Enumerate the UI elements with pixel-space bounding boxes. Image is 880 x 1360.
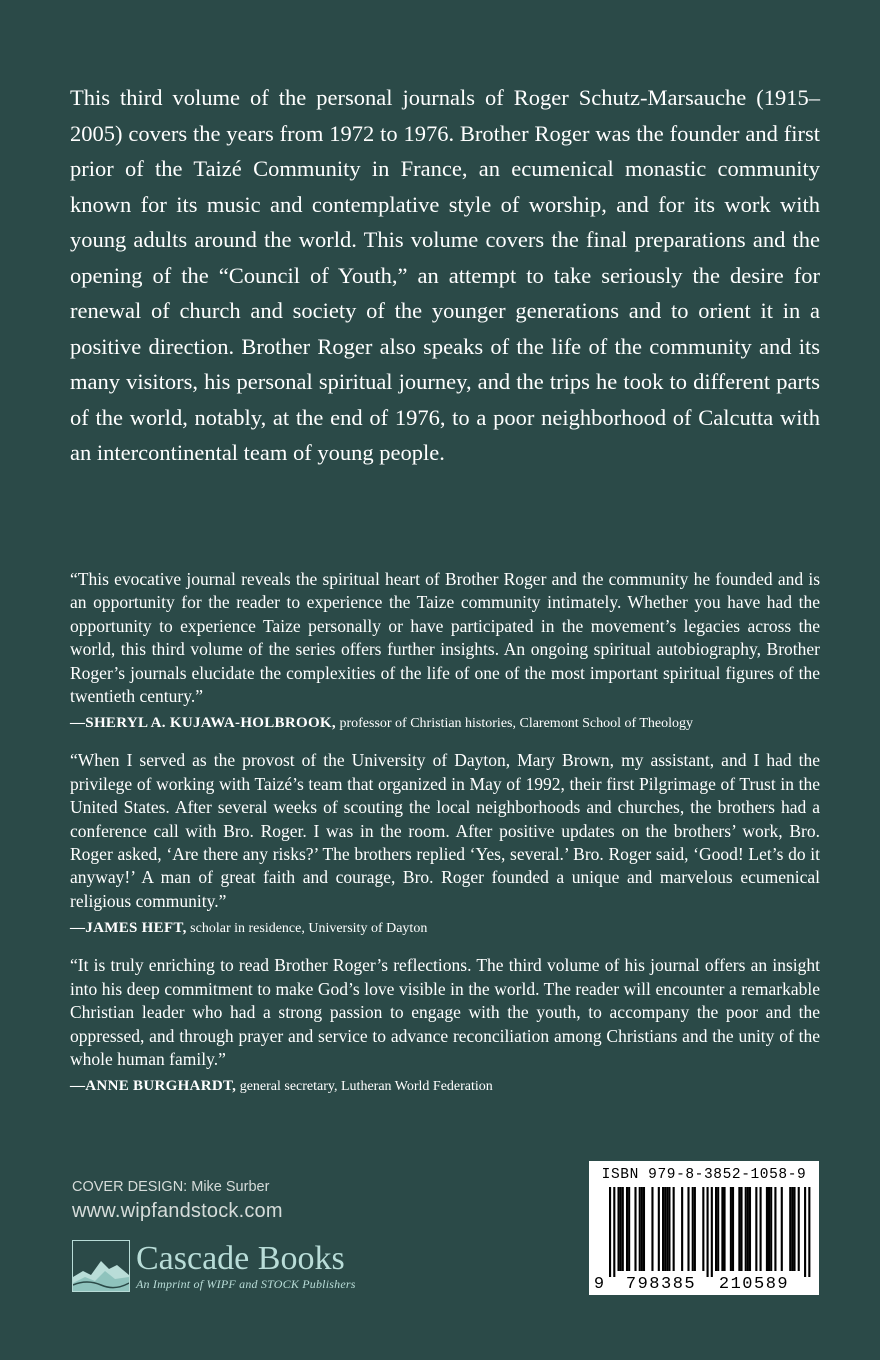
endorser-name: —JAMES HEFT, (70, 920, 187, 937)
endorser-name: —ANNE BURGHARDT, (70, 1078, 237, 1095)
barcode-left-digits: 798385 (625, 1275, 697, 1294)
barcode-bar (626, 1187, 628, 1271)
barcode-first-digit: 9 (593, 1275, 605, 1294)
barcode-bar (798, 1187, 800, 1271)
barcode-bar (717, 1187, 719, 1271)
barcode-bar (651, 1187, 653, 1271)
barcode-right-digits: 210589 (718, 1275, 790, 1294)
mountain-logo-icon (72, 1240, 130, 1292)
barcode-bar (730, 1187, 732, 1271)
barcode-bar (692, 1187, 694, 1271)
barcode-bar (770, 1187, 772, 1271)
publisher-imprint: An Imprint of WIPF and STOCK Publishers (136, 1277, 356, 1291)
barcode-bar (620, 1187, 622, 1271)
barcode-bar (789, 1187, 791, 1271)
endorsement (70, 954, 820, 1096)
isbn-barcode (589, 1161, 819, 1295)
barcode-bar (766, 1187, 768, 1271)
barcode-bar (634, 1187, 636, 1271)
barcode-bar (681, 1187, 683, 1271)
endorsements (70, 568, 820, 1112)
barcode-bar (694, 1187, 696, 1271)
barcode-bar (745, 1187, 747, 1271)
barcode-bar (774, 1187, 776, 1271)
barcode-bar (643, 1187, 645, 1271)
barcode-bar (749, 1187, 751, 1271)
barcode-bar (723, 1187, 725, 1271)
barcode-bar (760, 1187, 762, 1271)
back-cover-description: This third volume of the personal journals of Roger Schutz-Marsauche (1915–2005) covers the years from 1972 to 1976. Brother Roger was the founder and first prior of the Taizé Community in France, an ecumenical monastic community known for its music and contemplative style of worship, and for its work with young adults around the world. This volume covers the final preparations and the opening of the “Council of Youth,” an attempt to take seriously the desire for renewal of church and society of the younger generations and to orient it in a positive direction. Brother Roger also speaks of the life of the community and its many visitors, his personal spiritual journey, and the trips he took to different parts of the world, notably, at the end of 1976, to a poor neighborhood of Calcutta with an intercontinental team of young people. (70, 85, 820, 465)
barcode-bar (808, 1187, 810, 1277)
cover-design-credit: COVER DESIGN: Mike Surber (72, 1179, 270, 1195)
barcode-bar (687, 1187, 689, 1271)
isbn-label: ISBN 979-8-3852-1058-9 (601, 1167, 807, 1183)
barcode-bar (628, 1187, 630, 1271)
publisher-website: www.wipfandstock.com (72, 1200, 283, 1222)
barcode-bar (702, 1187, 704, 1271)
barcode-bar (721, 1187, 723, 1271)
endorsement-quote: “It is truly enriching to read Brother Roger’s reflections. The third volume of his journal offers an insight into his deep commitment to make God’s love visible in the world. The reader will encounter a remarkable Christian leader who had a strong passion to engage with the youth, to accompany the poor and the oppressed, and through prayer and service to advance reconciliation among Christians and the unity of the whole human family.” (70, 955, 820, 1069)
endorser-title: scholar in residence, University of Dayton (186, 921, 428, 937)
barcode-bar (747, 1187, 749, 1271)
endorser-name: —SHERYL A. KUJAWA-HOLBROOK, (70, 715, 336, 732)
barcode-bar (804, 1187, 806, 1277)
endorsement (70, 568, 820, 733)
credits (72, 1178, 283, 1224)
barcode-bar (781, 1187, 783, 1271)
barcode-bar (715, 1187, 717, 1271)
barcode-bar (740, 1187, 742, 1271)
barcode-bar (707, 1187, 709, 1277)
barcode-bar (664, 1187, 666, 1271)
barcode-bar (613, 1187, 615, 1277)
barcode-bar (755, 1187, 757, 1271)
barcode-bar (609, 1187, 611, 1277)
publisher-text (136, 1241, 356, 1291)
endorsement-attribution (70, 1077, 820, 1096)
barcode-bar (673, 1187, 675, 1271)
barcode-bar (668, 1187, 670, 1271)
barcode-bar (617, 1187, 619, 1271)
barcode-bar (768, 1187, 770, 1271)
barcode-bar (662, 1187, 664, 1271)
barcode-bar (793, 1187, 795, 1271)
barcode-bar (711, 1187, 713, 1277)
publisher-logo (72, 1240, 356, 1292)
barcode-bar (666, 1187, 668, 1271)
barcode-bar (641, 1187, 643, 1271)
barcode-bars (589, 1161, 819, 1295)
barcode-bar (738, 1187, 740, 1271)
barcode-bar (639, 1187, 641, 1271)
endorsement-quote: “When I served as the provost of the University of Dayton, Mary Brown, my assistant, and I had the privilege of working with Taizé’s team that organized in May of 1992, their first Pilgrimage of Trust in the United States. After several weeks of scouting the local neighborhoods and churches, the brothers had a conference call with Bro. Roger. I was in the room. After positive updates on the brothers’ work, Bro. Roger asked, ‘Are there any risks?’ The brothers replied ‘Yes, several.’ Bro. Roger said, ‘Good! Let’s do it anyway!’ A man of great faith and courage, Bro. Roger founded a unique and marvelous ecumenical religious community.” (70, 750, 820, 911)
barcode-bar (791, 1187, 793, 1271)
barcode-bar (732, 1187, 734, 1271)
endorsement-attribution (70, 714, 820, 733)
endorsement-quote: “This evocative journal reveals the spiritual heart of Brother Roger and the community he founded and is an opportunity for the reader to experience the Taize community intimately. Whether you have had the opportunity to experience Taize personally or have participated in the movement’s legacies across the world, this third volume of the series offers further insights. An ongoing spiritual autobiography, Brother Roger’s journals elucidate the complexities of the life of one of the most important spiritual figures of the twentieth century.” (70, 569, 820, 707)
publisher-name: Cascade Books (136, 1240, 345, 1277)
endorsement-attribution (70, 919, 820, 938)
barcode-bar (622, 1187, 624, 1271)
endorsement (70, 749, 820, 938)
barcode-bar (658, 1187, 660, 1271)
endorser-title: professor of Christian histories, Claremont School of Theology (335, 716, 694, 732)
endorser-title: general secretary, Lutheran World Federation (236, 1079, 493, 1095)
